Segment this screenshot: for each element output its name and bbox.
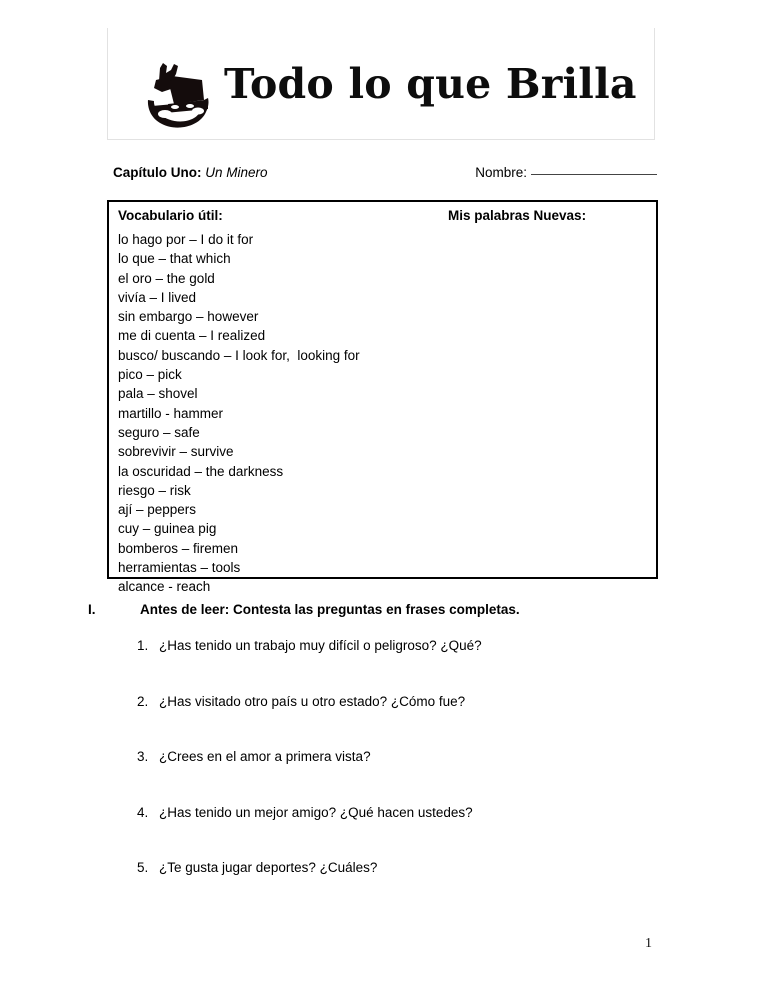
vocabulary-item: sobrevivir – survive (118, 444, 234, 460)
question-number: 5. (137, 860, 149, 875)
vocabulary-item: martillo - hammer (118, 405, 224, 421)
vocabulary-item: cuy – guinea pig (118, 521, 217, 537)
question-text: ¿Te gusta jugar deportes? ¿Cuáles? (159, 860, 378, 875)
name-input-line[interactable] (531, 173, 657, 175)
vocabulary-item: vivía – I lived (118, 289, 197, 305)
question-item (137, 694, 637, 750)
vocabulary-item: pala – shovel (118, 386, 198, 402)
chapter-title: Un Minero (205, 165, 268, 180)
page-title: Todo lo que Brilla (224, 60, 637, 108)
question-item (137, 749, 637, 805)
vocabulary-box (107, 200, 658, 595)
vocabulary-item: me di cuenta – I realized (118, 328, 266, 344)
question-number: 1. (137, 638, 149, 653)
page-number: 1 (645, 936, 652, 951)
vocabulary-item: pico – pick (118, 367, 182, 383)
vocabulary-heading-my-new-words: Mis palabras Nuevas: (448, 208, 587, 223)
vocabulary-item: alcance - reach (118, 579, 211, 595)
section-heading: Antes de leer: Contesta las preguntas en frases completas. (140, 602, 520, 617)
question-number: 4. (137, 804, 149, 820)
vocabulary-item: herramientas – tools (118, 560, 241, 576)
section-numeral: I. (88, 602, 96, 617)
question-item (137, 805, 637, 861)
vocabulary-item: sin embargo – however (118, 309, 259, 325)
vocabulary-list (118, 230, 656, 597)
vocabulary-item: seguro – safe (118, 424, 200, 440)
question-number: 3. (137, 749, 149, 764)
vocabulary-item: ají – peppers (118, 502, 197, 518)
question-text: ¿Has tenido un trabajo muy difícil o peligroso? ¿Qué? (159, 638, 482, 653)
chapter-label: Capítulo Uno: (113, 165, 202, 180)
question-text: ¿Crees en el amor a primera vista? (159, 749, 371, 764)
question-text: ¿Has visitado otro país u otro estado? ¿Cómo fue? (159, 693, 466, 709)
question-item (137, 860, 637, 916)
chapter-row (113, 165, 657, 187)
miner-cart-silhouette-icon (138, 54, 220, 136)
question-number: 2. (137, 693, 149, 709)
chapter-info (113, 165, 268, 180)
question-list (137, 638, 637, 916)
vocabulary-heading-useful: Vocabulario útil: (118, 208, 223, 223)
vocabulary-item: lo hago por – I do it for (118, 232, 254, 247)
question-item (137, 638, 637, 694)
vocabulary-item: lo que – that which (118, 251, 231, 267)
vocabulary-item: la oscuridad – the darkness (118, 463, 284, 479)
name-field-group (475, 165, 657, 180)
vocabulary-item: busco/ buscando – I look for, looking for (118, 347, 360, 363)
vocabulary-item: bomberos – firemen (118, 540, 239, 556)
name-label: Nombre: (475, 165, 527, 180)
vocabulary-headings (118, 208, 656, 228)
vocabulary-item: riesgo – risk (118, 482, 191, 498)
question-text: ¿Has tenido un mejor amigo? ¿Qué hacen ustedes? (159, 804, 473, 820)
vocabulary-item: el oro – the gold (118, 270, 215, 286)
